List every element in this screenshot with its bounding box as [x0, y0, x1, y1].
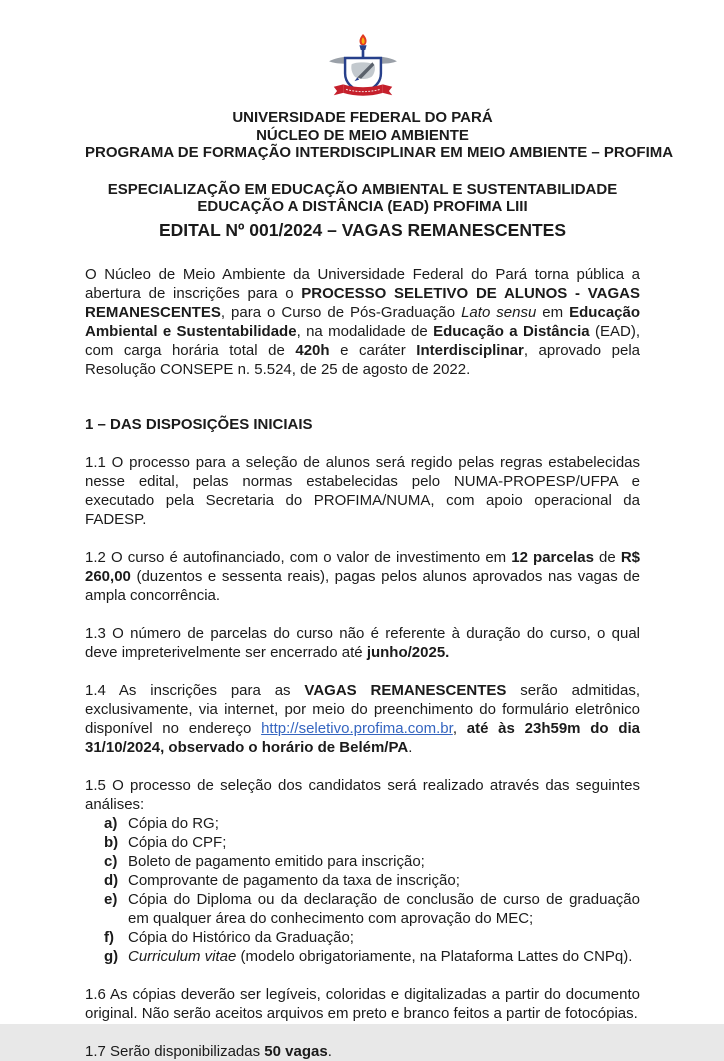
list-item-text: Curriculum vitae (modelo obrigatoriamente, na Plataforma Lattes do CNPq). — [128, 947, 633, 965]
required-documents-list — [85, 814, 640, 966]
ufpa-coat-of-arms-icon — [325, 33, 401, 99]
list-item-f — [85, 928, 640, 947]
list-item-g — [85, 947, 640, 966]
list-item-letter: d) — [104, 871, 119, 889]
list-item-letter: c) — [104, 852, 118, 870]
section-1-heading: 1 – DAS DISPOSIÇÕES INICIAIS — [85, 415, 313, 433]
list-item-text: Comprovante de pagamento da taxa de inscrição; — [128, 871, 460, 889]
course-title-line-1: ESPECIALIZAÇÃO EM EDUCAÇÃO AMBIENTAL E SUSTENTABILIDADE — [107, 180, 618, 198]
list-item-text: Cópia do CPF; — [128, 833, 227, 851]
program-name: PROGRAMA DE FORMAÇÃO INTERDISCIPLINAR EM MEIO AMBIENTE – PROFIMA — [85, 144, 674, 161]
list-item-letter: f) — [104, 928, 114, 946]
list-item-letter: a) — [104, 814, 118, 832]
list-item-letter: g) — [104, 947, 119, 965]
course-title-line-2: EDUCAÇÃO A DISTÂNCIA (EAD) PROFIMA LIII — [197, 198, 528, 215]
clause-1-4: 1.4 As inscrições para as VAGAS REMANESCENTES serão admitidas, exclusivamente, via internet, por meio do preenchimento do formulário eletrônico disponível no endereço http://seletivo.profima.com.br, até às 23h59m do dia 31/10/2024, observado o horário de Belém/PA. — [85, 681, 641, 756]
clause-1-3: 1.3 O número de parcelas do curso não é referente à duração do curso, o qual deve impreterivelmente ser encerrado até junho/2025. — [85, 624, 640, 661]
document-body — [85, 265, 640, 1061]
list-item-text: Cópia do RG; — [128, 814, 219, 832]
list-item-text: Boleto de pagamento emitido para inscrição; — [128, 852, 425, 870]
clause-1-5: 1.5 O processo de seleção dos candidatos será realizado através das seguintes análises: — [85, 776, 640, 813]
list-item-c — [85, 852, 640, 871]
intro-paragraph: O Núcleo de Meio Ambiente da Universidade Federal do Pará torna pública a abertura de inscrições para o PROCESSO SELETIVO DE ALUNOS - VAGAS REMANESCENTES, para o Curso de Pós-Graduação Lato sensu em Educação Ambiental e Sustentabilidade, na modalidade de Educação a Distância (EAD), com carga horária total de 420h e caráter Interdisciplinar, aprovado pela Resolução CONSEPE n. 5.524, de 25 de agosto de 2022. — [85, 265, 641, 378]
list-item-e — [85, 890, 640, 928]
clause-1-1: 1.1 O processo para a seleção de alunos será regido pelas regras estabelecidas nesse edital, pelas normas estabelecidas pelo NUMA-PROPESP/UFPA e executado pela Secretaria do PROFIMA/NUMA, com apoio operacional da FADESP. — [85, 453, 640, 528]
list-item-text: Cópia do Histórico da Graduação; — [128, 928, 354, 946]
clause-1-2: 1.2 O curso é autofinanciado, com o valor de investimento em 12 parcelas de R$ 260,00 (duzentos e sessenta reais), pagas pelos alunos aprovados nas vagas de ampla concorrência. — [85, 548, 640, 604]
inscription-url-link[interactable]: http://seletivo.profima.com.br — [261, 719, 453, 737]
list-item-d — [85, 871, 640, 890]
institute-name: NÚCLEO DE MEIO AMBIENTE — [256, 126, 469, 144]
list-item-letter: b) — [104, 833, 119, 851]
title-block — [85, 181, 640, 241]
document-header — [85, 109, 674, 162]
university-name: UNIVERSIDADE FEDERAL DO PARÁ — [232, 109, 493, 126]
list-item-b — [85, 833, 640, 852]
list-item-a — [85, 814, 640, 833]
clause-1-7: 1.7 Serão disponibilizadas 50 vagas. — [85, 1042, 332, 1060]
edital-title: EDITAL Nº 001/2024 – VAGAS REMANESCENTES — [158, 219, 567, 240]
list-item-text: Cópia do Diploma ou da declaração de conclusão de curso de graduação em qualquer área do conhecimento com aprovação do MEC; — [128, 890, 640, 927]
list-item-letter: e) — [104, 890, 118, 908]
clause-1-6: 1.6 As cópias deverão ser legíveis, coloridas e digitalizadas a partir do documento original. Não serão aceitos arquivos em preto e branco feitos a partir de fotocópias. — [85, 985, 640, 1022]
document-header-logo — [85, 33, 640, 104]
